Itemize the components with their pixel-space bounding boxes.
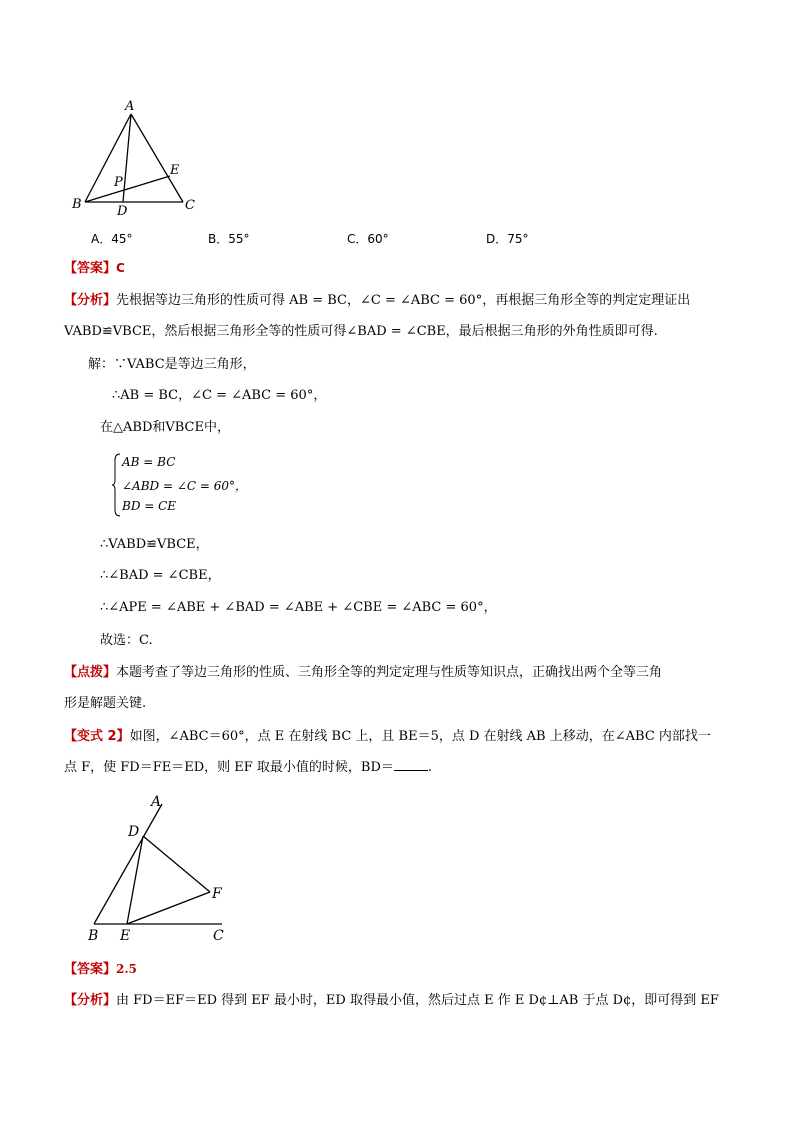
analysis-tag: 【分析】	[64, 993, 117, 1008]
segment-ac	[131, 114, 183, 202]
variant-2-line2	[64, 758, 432, 778]
system-brace	[112, 452, 122, 518]
triangle-figure-2	[80, 790, 240, 946]
solution-line-2: ∴AB = BC，∠C = ∠ABC = 60°，	[112, 388, 327, 403]
option-b: B．55°	[208, 232, 250, 246]
option-a: A．45°	[91, 232, 133, 246]
comment-tag: 【点拨】	[64, 665, 117, 680]
segment-df	[143, 836, 210, 892]
analysis-1-line1	[64, 291, 690, 311]
comment-1-line2: 形是解题关键.	[64, 696, 147, 711]
system-eq-3: BD = CE	[122, 499, 177, 513]
label-d: D	[117, 204, 128, 219]
segment-be	[85, 176, 170, 202]
label-b: B	[88, 928, 99, 944]
variant-text-2: 点 F，使 FD＝FE＝ED，则 EF 取最小值的时候，BD＝	[64, 760, 394, 775]
solution-line-7: 故选：C.	[100, 633, 153, 648]
variant-tag: 【变式 2】	[64, 729, 130, 744]
label-e: E	[170, 163, 180, 178]
variant-2-line1	[64, 727, 711, 747]
option-d: D．75°	[486, 232, 529, 246]
answer-value: 2.5	[116, 962, 137, 976]
triangle-figure-1	[66, 96, 206, 220]
ray-ba	[94, 804, 162, 924]
label-a: A	[125, 99, 135, 114]
answer-tag: 【答案】	[64, 962, 117, 977]
answer-blank	[394, 758, 428, 771]
system-eq-2: ∠ABD = ∠C = 60°，	[122, 479, 248, 493]
analysis-tag: 【分析】	[64, 293, 117, 308]
variant-text-3: .	[427, 760, 433, 775]
segment-de	[127, 836, 143, 924]
variant-text: 如图，∠ABC＝60°，点 E 在射线 BC 上，且 BE＝5，点 D 在射线 AB 上移动，在∠ABC 内部找一	[129, 729, 711, 744]
option-c: C．60°	[347, 232, 389, 246]
analysis-text: 由 FD＝EF＝ED 得到 EF 最小时，ED 取得最小值，然后过点 E 作 E D¢⊥AB 于点 D¢，即可得到 EF	[116, 993, 719, 1008]
analysis-text: 先根据等边三角形的性质可得 AB = BC，∠C = ∠ABC = 60°，再根据三角形全等的判定定理证出	[116, 293, 691, 308]
label-p: P	[114, 175, 123, 190]
solution-line-6: ∴∠APE = ∠ABE + ∠BAD = ∠ABE + ∠CBE = ∠ABC = 60°，	[100, 600, 497, 615]
comment-1-line1	[64, 663, 662, 683]
solution-line-5: ∴∠BAD = ∠CBE，	[100, 568, 221, 583]
label-c: C	[213, 928, 224, 944]
solution-line-4: ∴VABD≌VBCE，	[100, 537, 209, 552]
label-e: E	[120, 928, 131, 944]
answer-2	[64, 959, 137, 980]
label-a: A	[151, 794, 162, 810]
answer-1	[64, 258, 125, 279]
label-f: F	[212, 886, 222, 902]
analysis-2-line1	[64, 991, 719, 1011]
system-eq-1: AB = BC	[122, 455, 176, 469]
segment-ef	[127, 892, 210, 924]
label-b: B	[72, 197, 82, 212]
answer-value: C	[116, 261, 125, 275]
solution-line-1: 解：∵VABC是等边三角形，	[88, 357, 256, 372]
label-d: D	[128, 824, 140, 840]
solution-line-3: 在△ABD和VBCE中，	[100, 420, 230, 435]
answer-tag: 【答案】	[64, 261, 117, 276]
label-c: C	[185, 198, 195, 213]
analysis-1-line2: VABD≌VBCE，然后根据三角形全等的性质可得∠BAD = ∠CBE，最后根据三角形的外角性质即可得.	[64, 324, 658, 339]
comment-text: 本题考查了等边三角形的性质、三角形全等的判定定理与性质等知识点，正确找出两个全等三角	[116, 665, 663, 680]
